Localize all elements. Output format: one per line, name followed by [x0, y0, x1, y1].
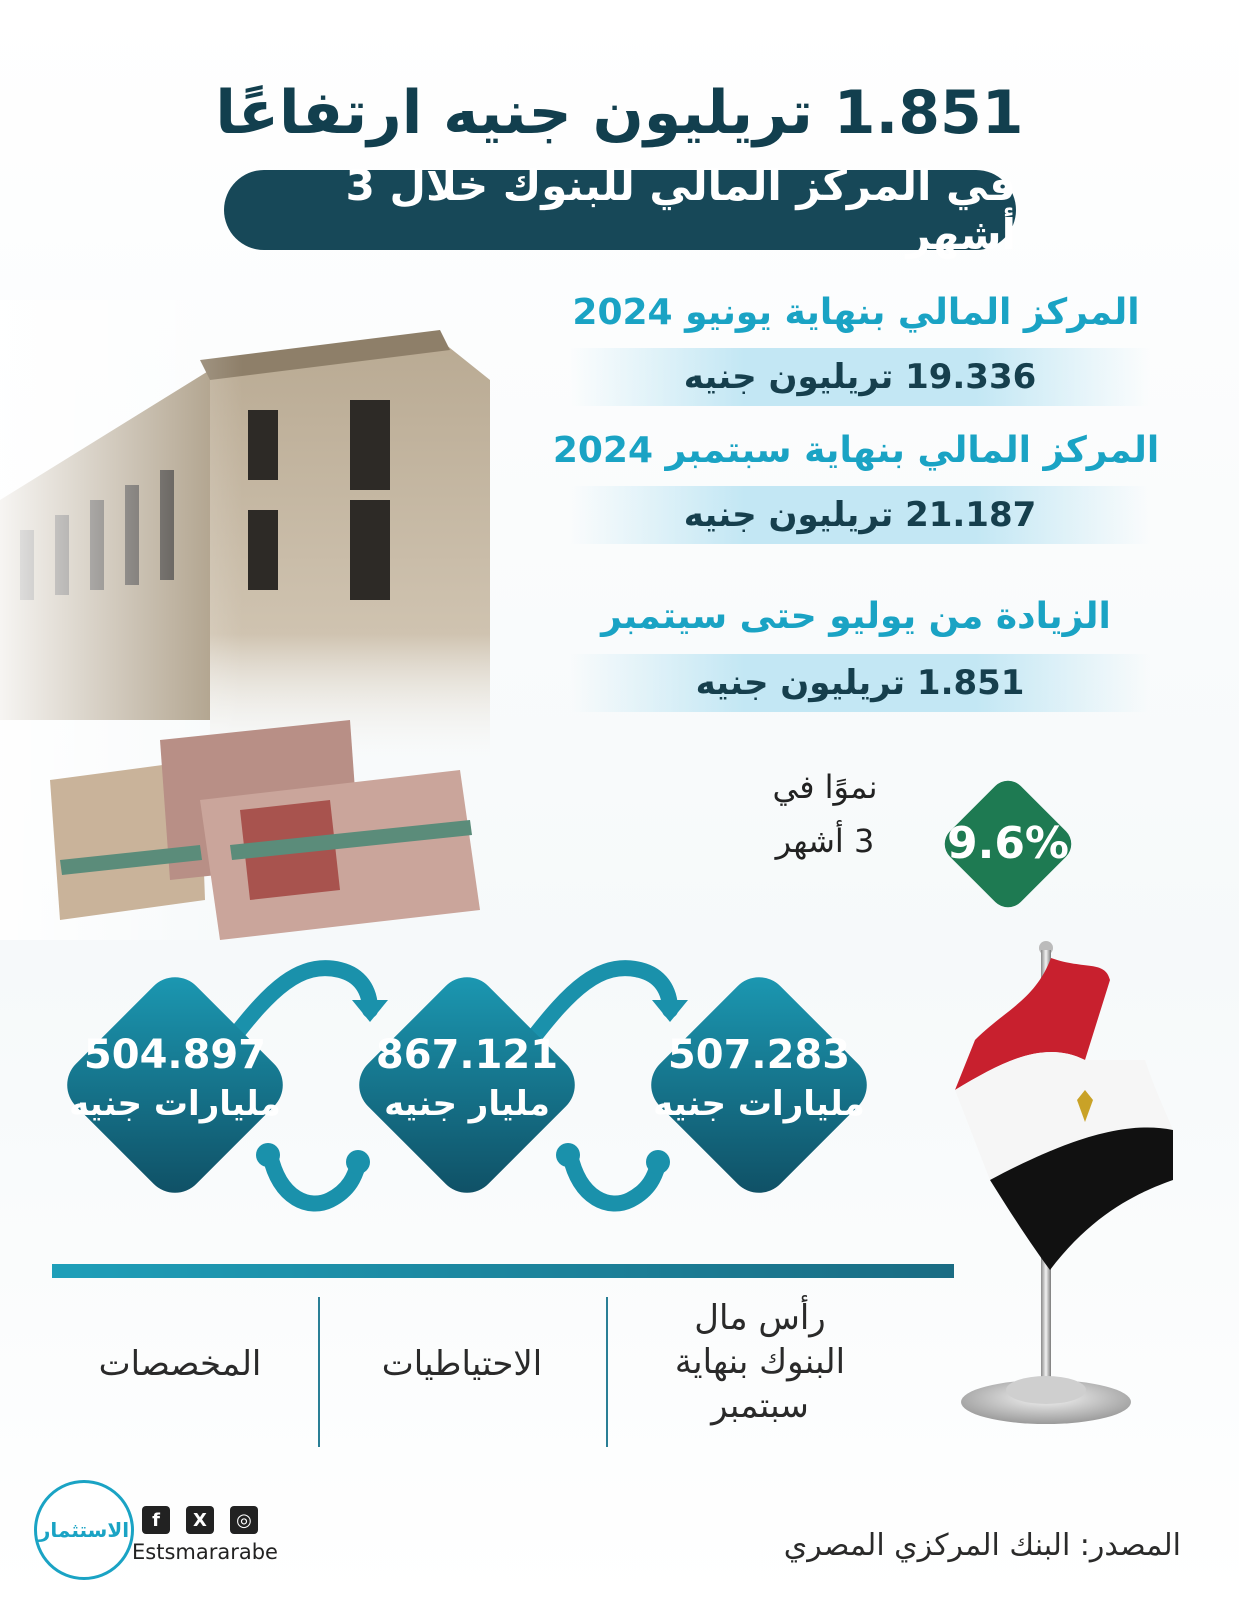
web-icon[interactable]: ◎	[230, 1506, 258, 1534]
stat-value-september: 21.187 تريليون جنيه	[570, 486, 1150, 544]
category-capital-line3: سبتمبر	[711, 1386, 809, 1426]
main-title: 1.851 تريليون جنيه ارتفاعًا	[215, 78, 1024, 148]
category-reserves	[342, 1342, 582, 1386]
category-capital	[630, 1296, 890, 1428]
column-divider-1	[318, 1297, 320, 1447]
diamond-unit-provisions: مليارات جنيه	[69, 1084, 281, 1124]
source-text: المصدر: البنك المركزي المصري	[783, 1528, 1181, 1563]
stat-value-june: 19.336 تريليون جنيه	[570, 348, 1150, 406]
diamond-value-provisions: 504.897	[83, 1032, 267, 1078]
connector-arrow-top-2	[530, 968, 670, 1042]
connector-arrow-top-1	[230, 968, 370, 1042]
facebook-icon[interactable]: f	[142, 1506, 170, 1534]
stat-value-increase: 1.851 تريليون جنيه	[570, 654, 1150, 712]
divider-bar	[52, 1264, 954, 1278]
x-icon[interactable]: X	[186, 1506, 214, 1534]
brand-logo[interactable]	[34, 1480, 134, 1580]
column-divider-2	[606, 1297, 608, 1447]
category-provisions	[60, 1342, 300, 1386]
category-capital-line1: رأس مال	[694, 1298, 826, 1338]
stat-heading-june: المركز المالي بنهاية يونيو 2024	[572, 292, 1140, 333]
stat-heading-increase: الزيادة من يوليو حتى سيتمبر	[601, 596, 1111, 637]
diamond-unit-capital: مليارات جنيه	[653, 1084, 865, 1124]
brand-name: Estsmararabe	[132, 1540, 278, 1564]
diamond-unit-reserves: مليار جنيه	[384, 1084, 550, 1124]
category-capital-line2: البنوك بنهاية	[674, 1342, 846, 1382]
connector-bottom-2	[570, 1155, 658, 1204]
diamond-value-capital: 507.283	[667, 1032, 851, 1078]
category-reserves-line1: الاحتياطيات	[381, 1344, 543, 1384]
category-provisions-line1: المخصصات	[98, 1344, 262, 1384]
central-bank-building-illustration	[0, 300, 540, 940]
stat-heading-september: المركز المالي بنهاية سبتمبر 2024	[552, 430, 1160, 471]
growth-label-line2: 3 أشهر	[775, 822, 875, 860]
brand-logo-text: الاستثمار	[38, 1518, 130, 1542]
growth-label	[740, 760, 910, 868]
growth-label-line1: نموًا في	[772, 768, 878, 806]
connector-bottom-1	[270, 1155, 358, 1204]
egypt-flag-icon	[945, 940, 1215, 1440]
diamond-value-reserves: 867.121	[375, 1032, 559, 1078]
subtitle-pill	[224, 161, 1016, 259]
subtitle-text: في المركز المالي للبنوك خلال 3 أشهر	[345, 161, 1016, 259]
growth-value: 9.6%	[946, 818, 1070, 869]
